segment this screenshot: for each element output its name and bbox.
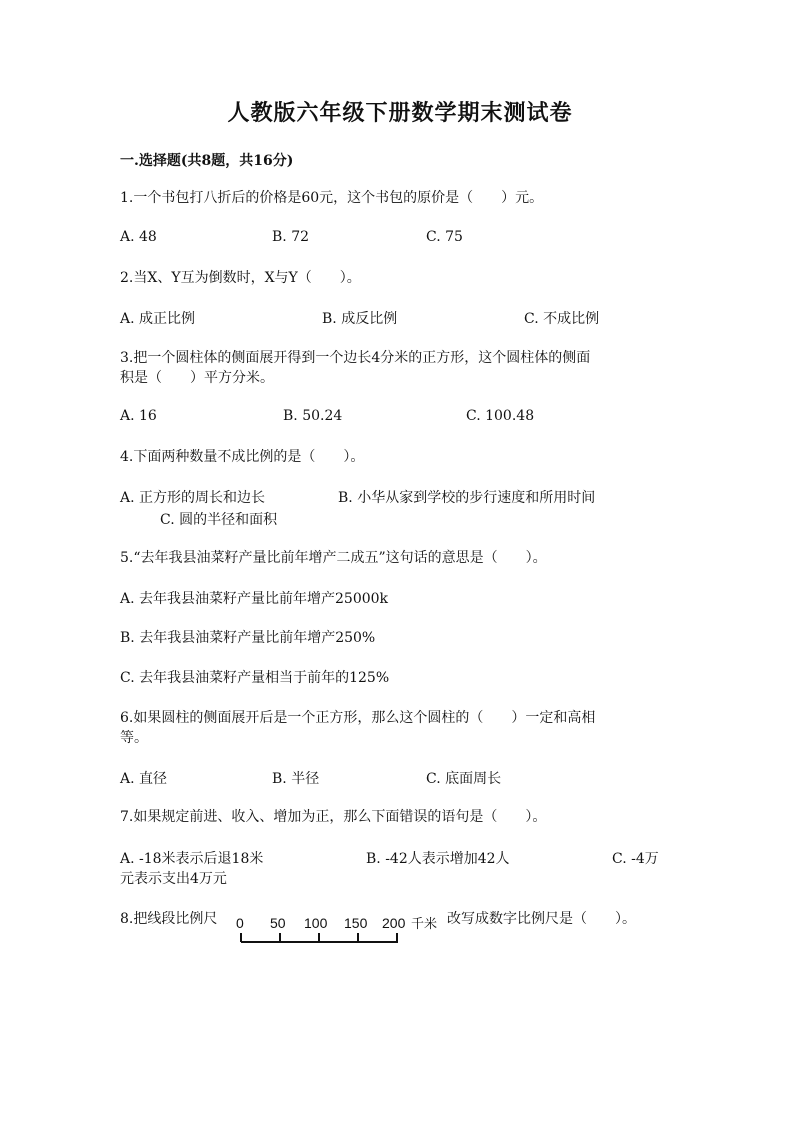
question-1-stem: 1.一个书包打八折后的价格是60元，这个书包的原价是（ ）元。 bbox=[120, 190, 544, 206]
question-4-option-b: B. 小华从家到学校的步行速度和所用时间 bbox=[338, 490, 596, 506]
question-7-option-c-line2: 元表示支出4万元 bbox=[120, 871, 227, 887]
question-5-option-b: B. 去年我县油菜籽产量比前年增产250% bbox=[120, 630, 376, 646]
question-6-option-a: A. 直径 bbox=[120, 771, 168, 787]
question-8-stem-pre: 8.把线段比例尺 bbox=[120, 911, 218, 927]
question-3-option-a: A. 16 bbox=[120, 408, 157, 424]
question-7-option-a: A. -18米表示后退18米 bbox=[120, 851, 264, 867]
question-4-option-a: A. 正方形的周长和边长 bbox=[120, 490, 266, 506]
scale-tick-label-200: 200 bbox=[382, 915, 406, 931]
scale-tick-label-0: 0 bbox=[236, 915, 244, 931]
scale-tick-label-100: 100 bbox=[304, 915, 328, 931]
scale-bar-graphic bbox=[236, 912, 446, 948]
question-2-stem: 2.当X、Y互为倒数时，X与Y（ ）。 bbox=[120, 270, 361, 286]
question-4-stem: 4.下面两种数量不成比例的是（ ）。 bbox=[120, 449, 365, 465]
question-3-stem-line1: 3.把一个圆柱体的侧面展开得到一个边长4分米的正方形，这个圆柱体的侧面 bbox=[120, 350, 591, 366]
question-1-option-c: C. 75 bbox=[426, 229, 463, 245]
question-1-option-b: B. 72 bbox=[272, 229, 310, 245]
question-6-stem-line1: 6.如果圆柱的侧面展开后是一个正方形，那么这个圆柱的（ ）一定和高相 bbox=[120, 710, 596, 726]
question-4-option-c: C. 圆的半径和面积 bbox=[160, 512, 278, 528]
question-2-option-b: B. 成反比例 bbox=[322, 311, 398, 327]
question-5-option-a: A. 去年我县油菜籽产量比前年增产25000k bbox=[120, 591, 389, 607]
line-segment-scale bbox=[236, 912, 446, 948]
scale-tick-label-150: 150 bbox=[344, 915, 368, 931]
section-heading: 一.选择题(共8题，共16分) bbox=[120, 153, 294, 169]
question-3-option-b: B. 50.24 bbox=[283, 408, 343, 424]
question-5-option-c: C. 去年我县油菜籽产量相当于前年的125% bbox=[120, 670, 390, 686]
scale-unit-label: 千米 bbox=[411, 917, 438, 932]
question-2-option-c: C. 不成比例 bbox=[524, 311, 600, 327]
scale-tick-label-50: 50 bbox=[270, 915, 286, 931]
question-8-stem-post: 改写成数字比例尺是（ ）。 bbox=[447, 911, 636, 927]
question-3-option-c: C. 100.48 bbox=[466, 408, 535, 424]
question-3-stem-line2: 积是（ ）平方分米。 bbox=[120, 370, 274, 386]
question-6-option-b: B. 半径 bbox=[272, 771, 320, 787]
question-5-stem: 5.“去年我县油菜籽产量比前年增产二成五”这句话的意思是（ ）。 bbox=[120, 550, 547, 566]
question-7-stem: 7.如果规定前进、收入、增加为正，那么下面错误的语句是（ ）。 bbox=[120, 809, 547, 825]
question-1-option-a: A. 48 bbox=[120, 229, 157, 245]
question-6-stem-line2: 等。 bbox=[120, 730, 148, 746]
question-6-option-c: C. 底面周长 bbox=[426, 771, 502, 787]
question-2-option-a: A. 成正比例 bbox=[120, 311, 196, 327]
question-7-option-b: B. -42人表示增加42人 bbox=[366, 851, 510, 867]
question-7-option-c-line1: C. -4万 bbox=[612, 851, 659, 867]
page-title: 人教版六年级下册数学期末测试卷 bbox=[227, 100, 573, 126]
